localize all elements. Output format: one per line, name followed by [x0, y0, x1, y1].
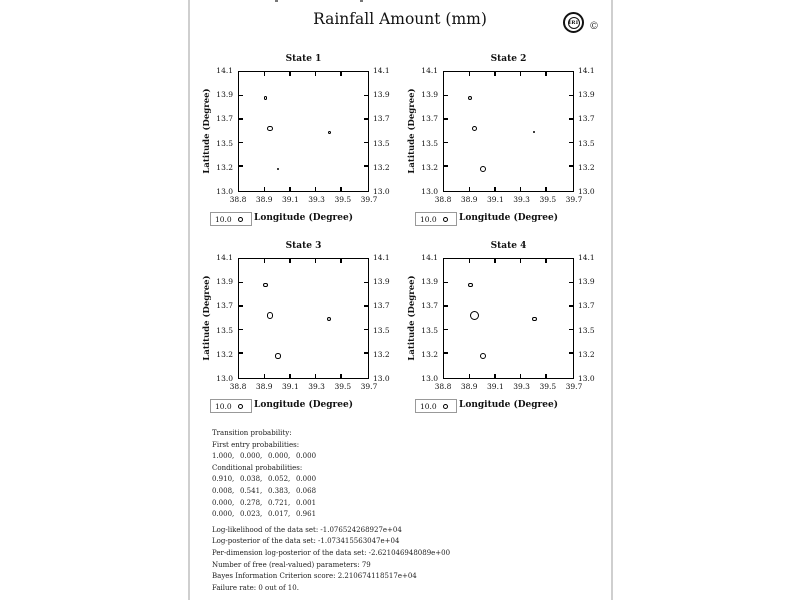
data-point-circle — [264, 96, 268, 100]
data-point-circle — [267, 312, 274, 319]
y-tick-label: 13.0 — [373, 374, 390, 383]
y-tick-label: 13.2 — [216, 162, 233, 172]
y-tick-label: 14.1 — [216, 253, 233, 262]
legend-circle-icon — [238, 404, 243, 409]
y-axis-tick — [569, 305, 573, 307]
y-axis-tick — [364, 165, 368, 167]
x-tick-label: 39.3 — [513, 195, 530, 204]
y-axis-tick — [444, 165, 448, 167]
x-axis-tick — [315, 259, 317, 263]
bubble-size-legend — [210, 399, 252, 413]
probability-value: 0.052, — [268, 475, 291, 484]
probability-value: 0.068 — [296, 486, 317, 495]
copyright-icon: © — [589, 21, 599, 32]
x-axis-tick — [545, 187, 547, 191]
plot-title: State 2 — [490, 54, 527, 64]
probability-value: 0.541, — [240, 486, 263, 495]
y-tick-label: 13.0 — [216, 374, 233, 383]
x-tick-label: 39.3 — [308, 195, 325, 204]
x-tick-label: 38.8 — [229, 382, 247, 391]
bubble-size-legend — [415, 399, 457, 413]
y-tick-label: 13.2 — [578, 162, 595, 172]
y-axis-tick — [364, 95, 368, 97]
y-tick-label: 14.1 — [373, 253, 390, 262]
x-axis-tick — [520, 374, 522, 378]
probability-value: 0.383, — [268, 486, 291, 495]
y-tick-label: 13.7 — [578, 114, 595, 124]
y-tick-label: 13.0 — [421, 374, 438, 383]
x-axis-label: Longitude (Degree) — [459, 213, 558, 223]
y-tick-label: 13.7 — [216, 114, 233, 124]
probability-value: 0.000 — [296, 452, 317, 461]
probability-value: 0.278, — [240, 498, 263, 507]
y-axis-tick — [364, 118, 368, 120]
y-tick-label: 13.0 — [578, 187, 595, 196]
x-axis-tick — [520, 187, 522, 191]
y-tick-label: 13.2 — [373, 162, 390, 172]
data-point-circle — [275, 353, 281, 359]
probability-value: 0.961 — [296, 510, 317, 519]
legend-value: 10.0 — [420, 401, 437, 411]
y-tick-label: 13.5 — [578, 325, 595, 335]
x-axis-label: Longitude (Degree) — [459, 400, 558, 410]
page-right-border — [611, 0, 613, 600]
data-point-circle — [480, 166, 486, 172]
stats-text-line: Failure rate: 0 out of 10. — [212, 583, 299, 592]
x-axis-tick — [469, 374, 471, 378]
y-axis-tick — [239, 142, 243, 144]
y-tick-label: 13.0 — [578, 374, 595, 383]
y-tick-label: 13.7 — [216, 301, 233, 311]
x-tick-label: 38.9 — [255, 195, 273, 204]
x-axis-tick — [340, 259, 342, 263]
data-point-circle — [277, 168, 279, 170]
probability-value: 0.008, — [212, 486, 235, 495]
data-point-circle — [327, 317, 331, 321]
y-tick-label: 14.1 — [421, 253, 438, 262]
y-axis-tick — [569, 165, 573, 167]
legend-circle-icon — [238, 217, 243, 222]
data-point-circle — [532, 317, 537, 322]
model-statistics-block — [212, 428, 450, 594]
stats-text-line: Number of free (real-valued) parameters: 79 — [212, 560, 371, 569]
y-axis-label: Latitude (Degree) — [202, 274, 212, 361]
y-axis-tick — [364, 282, 368, 284]
y-tick-label: 13.5 — [216, 138, 233, 148]
y-axis-tick — [239, 282, 243, 284]
x-tick-label: 39.7 — [360, 195, 378, 204]
x-axis-tick — [264, 259, 266, 263]
data-point-circle — [263, 283, 268, 288]
x-axis-label: Longitude (Degree) — [254, 213, 353, 223]
x-axis-tick — [545, 259, 547, 263]
x-tick-label: 39.7 — [360, 382, 378, 391]
y-axis-tick — [364, 142, 368, 144]
y-axis-tick — [569, 118, 573, 120]
y-tick-label: 13.5 — [373, 325, 390, 335]
x-axis-tick — [340, 72, 342, 76]
x-axis-tick — [545, 374, 547, 378]
x-tick-label: 39.7 — [565, 382, 583, 391]
plot-axes — [443, 258, 574, 379]
legend-value: 10.0 — [215, 401, 232, 411]
x-tick-label: 39.1 — [282, 382, 299, 391]
y-axis-tick — [444, 142, 448, 144]
legend-circle-icon — [443, 404, 448, 409]
y-axis-tick — [444, 329, 448, 331]
y-axis-tick — [239, 352, 243, 354]
stats-text-line: Per-dimension log-posterior of the data set: -2.621046948089e+00 — [212, 548, 451, 557]
y-axis-tick — [569, 142, 573, 144]
x-axis-tick — [264, 187, 266, 191]
x-tick-label: 39.5 — [334, 195, 352, 204]
probability-value: 0.023, — [240, 510, 263, 519]
y-axis-tick — [239, 95, 243, 97]
x-axis-label: Longitude (Degree) — [254, 400, 353, 410]
x-axis-tick — [289, 259, 291, 263]
y-axis-tick — [239, 165, 243, 167]
stats-text-line: Bayes Information Criterion score: 2.210674118517e+04 — [212, 572, 417, 581]
y-tick-label: 13.7 — [421, 301, 438, 311]
data-point-circle — [533, 131, 535, 133]
stats-text-line: Transition probability: — [212, 429, 292, 437]
page-left-border — [188, 0, 190, 600]
legend-circle-icon — [443, 217, 448, 222]
probability-value: 0.038, — [240, 475, 263, 484]
y-axis-tick — [569, 282, 573, 284]
y-axis-tick — [364, 352, 368, 354]
x-axis-tick — [494, 259, 496, 263]
legend-value: 10.0 — [420, 214, 437, 224]
bubble-size-legend — [210, 212, 252, 226]
data-point-circle — [470, 311, 479, 320]
clipped-text-artifact — [360, 0, 363, 2]
y-tick-label: 13.2 — [373, 349, 390, 359]
x-tick-label: 39.1 — [282, 195, 299, 204]
y-axis-tick — [444, 95, 448, 97]
x-axis-tick — [494, 374, 496, 378]
y-tick-label: 13.2 — [421, 162, 438, 172]
x-tick-label: 38.9 — [460, 195, 478, 204]
y-tick-label: 14.1 — [373, 66, 390, 75]
x-axis-tick — [264, 374, 266, 378]
probability-value: 0.000, — [240, 452, 263, 461]
plot-title: State 3 — [285, 241, 322, 251]
y-axis-tick — [239, 329, 243, 331]
x-tick-label: 39.3 — [308, 382, 325, 391]
y-tick-label: 14.1 — [578, 66, 595, 75]
probability-value: 0.001 — [296, 498, 317, 507]
data-point-circle — [468, 283, 473, 288]
y-axis-tick — [444, 305, 448, 307]
probability-value: 0.000, — [268, 452, 291, 461]
x-axis-tick — [340, 187, 342, 191]
probability-row — [212, 498, 450, 510]
data-point-circle — [468, 96, 472, 100]
x-tick-label: 39.7 — [565, 195, 583, 204]
y-tick-label: 13.5 — [421, 138, 438, 148]
stats-text-line: Log-likelihood of the data set: -1.076524268927e+04 — [212, 525, 402, 534]
y-tick-label: 13.2 — [578, 349, 595, 359]
probability-row — [212, 451, 450, 463]
x-axis-tick — [494, 187, 496, 191]
x-axis-tick — [315, 72, 317, 76]
probability-row — [212, 474, 450, 486]
plot-title: State 4 — [490, 241, 527, 251]
plot-axes — [238, 258, 369, 379]
probability-value: 1.000, — [212, 452, 235, 461]
x-axis-tick — [289, 72, 291, 76]
y-tick-label: 13.5 — [373, 138, 390, 148]
y-tick-label: 13.0 — [216, 187, 233, 196]
y-tick-label: 14.1 — [421, 66, 438, 75]
y-axis-tick — [444, 282, 448, 284]
y-tick-label: 13.9 — [373, 277, 390, 287]
x-tick-label: 39.5 — [539, 195, 557, 204]
y-axis-label: Latitude (Degree) — [407, 274, 417, 361]
y-tick-label: 13.7 — [421, 114, 438, 124]
y-axis-tick — [569, 329, 573, 331]
x-axis-tick — [520, 72, 522, 76]
x-tick-label: 38.8 — [229, 195, 247, 204]
y-tick-label: 13.9 — [216, 90, 233, 100]
x-axis-tick — [315, 187, 317, 191]
data-point-circle — [480, 353, 487, 360]
x-axis-tick — [520, 259, 522, 263]
x-tick-label: 39.5 — [539, 382, 557, 391]
x-tick-label: 39.5 — [334, 382, 352, 391]
y-tick-label: 13.9 — [421, 90, 438, 100]
probability-row — [212, 486, 450, 498]
stats-text-line: First entry probabilities: — [212, 440, 300, 449]
probability-value: 0.000, — [212, 498, 235, 507]
x-axis-tick — [469, 72, 471, 76]
x-tick-label: 39.1 — [487, 382, 504, 391]
x-axis-tick — [545, 72, 547, 76]
x-tick-label: 38.8 — [434, 195, 452, 204]
probability-value: 0.017, — [268, 510, 291, 519]
stats-text-line: Conditional probabilities: — [212, 463, 303, 472]
x-axis-tick — [289, 187, 291, 191]
y-tick-label: 13.2 — [216, 349, 233, 359]
x-tick-label: 39.3 — [513, 382, 530, 391]
y-tick-label: 13.0 — [421, 187, 438, 196]
x-axis-tick — [469, 259, 471, 263]
x-axis-tick — [494, 72, 496, 76]
y-tick-label: 13.9 — [578, 90, 595, 100]
probability-value: 0.000 — [296, 475, 317, 484]
data-point-circle — [328, 131, 331, 134]
x-tick-label: 38.8 — [434, 382, 452, 391]
y-tick-label: 13.7 — [578, 301, 595, 311]
y-axis-tick — [444, 352, 448, 354]
y-tick-label: 14.1 — [578, 253, 595, 262]
x-axis-tick — [340, 374, 342, 378]
y-axis-tick — [364, 329, 368, 331]
probability-row — [212, 509, 450, 521]
y-tick-label: 13.5 — [216, 325, 233, 335]
plot-title: State 1 — [285, 54, 322, 64]
x-axis-tick — [469, 187, 471, 191]
y-tick-label: 13.7 — [373, 114, 390, 124]
y-tick-label: 13.9 — [421, 277, 438, 287]
probability-value: 0.910, — [212, 475, 235, 484]
y-axis-tick — [364, 305, 368, 307]
x-tick-label: 39.1 — [487, 195, 504, 204]
y-tick-label: 13.9 — [216, 277, 233, 287]
data-point-circle — [472, 126, 477, 131]
y-tick-label: 13.2 — [421, 349, 438, 359]
x-axis-tick — [289, 374, 291, 378]
x-axis-tick — [264, 72, 266, 76]
figure-title: Rainfall Amount (mm) — [313, 10, 487, 28]
iri-logo-icon — [563, 12, 584, 33]
x-tick-label: 38.9 — [255, 382, 273, 391]
y-axis-tick — [569, 352, 573, 354]
y-axis-tick — [444, 118, 448, 120]
y-tick-label: 13.9 — [373, 90, 390, 100]
clipped-text-artifact — [275, 0, 278, 2]
y-tick-label: 13.5 — [421, 325, 438, 335]
y-axis-tick — [239, 118, 243, 120]
data-point-circle — [267, 126, 273, 132]
y-tick-label: 14.1 — [216, 66, 233, 75]
bubble-size-legend — [415, 212, 457, 226]
legend-value: 10.0 — [215, 214, 232, 224]
plot-axes — [443, 71, 574, 192]
y-tick-label: 13.7 — [373, 301, 390, 311]
y-axis-tick — [239, 305, 243, 307]
x-tick-label: 38.9 — [460, 382, 478, 391]
probability-value: 0.000, — [212, 510, 235, 519]
y-tick-label: 13.0 — [373, 187, 390, 196]
iri-logo-text: IRI — [568, 17, 580, 29]
y-tick-label: 13.5 — [578, 138, 595, 148]
y-axis-tick — [569, 95, 573, 97]
stats-text-line: Log-posterior of the data set: -1.073415563047e+04 — [212, 537, 400, 546]
plot-axes — [238, 71, 369, 192]
y-tick-label: 13.9 — [578, 277, 595, 287]
probability-value: 0.721, — [268, 498, 291, 507]
y-axis-label: Latitude (Degree) — [202, 87, 212, 174]
x-axis-tick — [315, 374, 317, 378]
y-axis-label: Latitude (Degree) — [407, 87, 417, 174]
